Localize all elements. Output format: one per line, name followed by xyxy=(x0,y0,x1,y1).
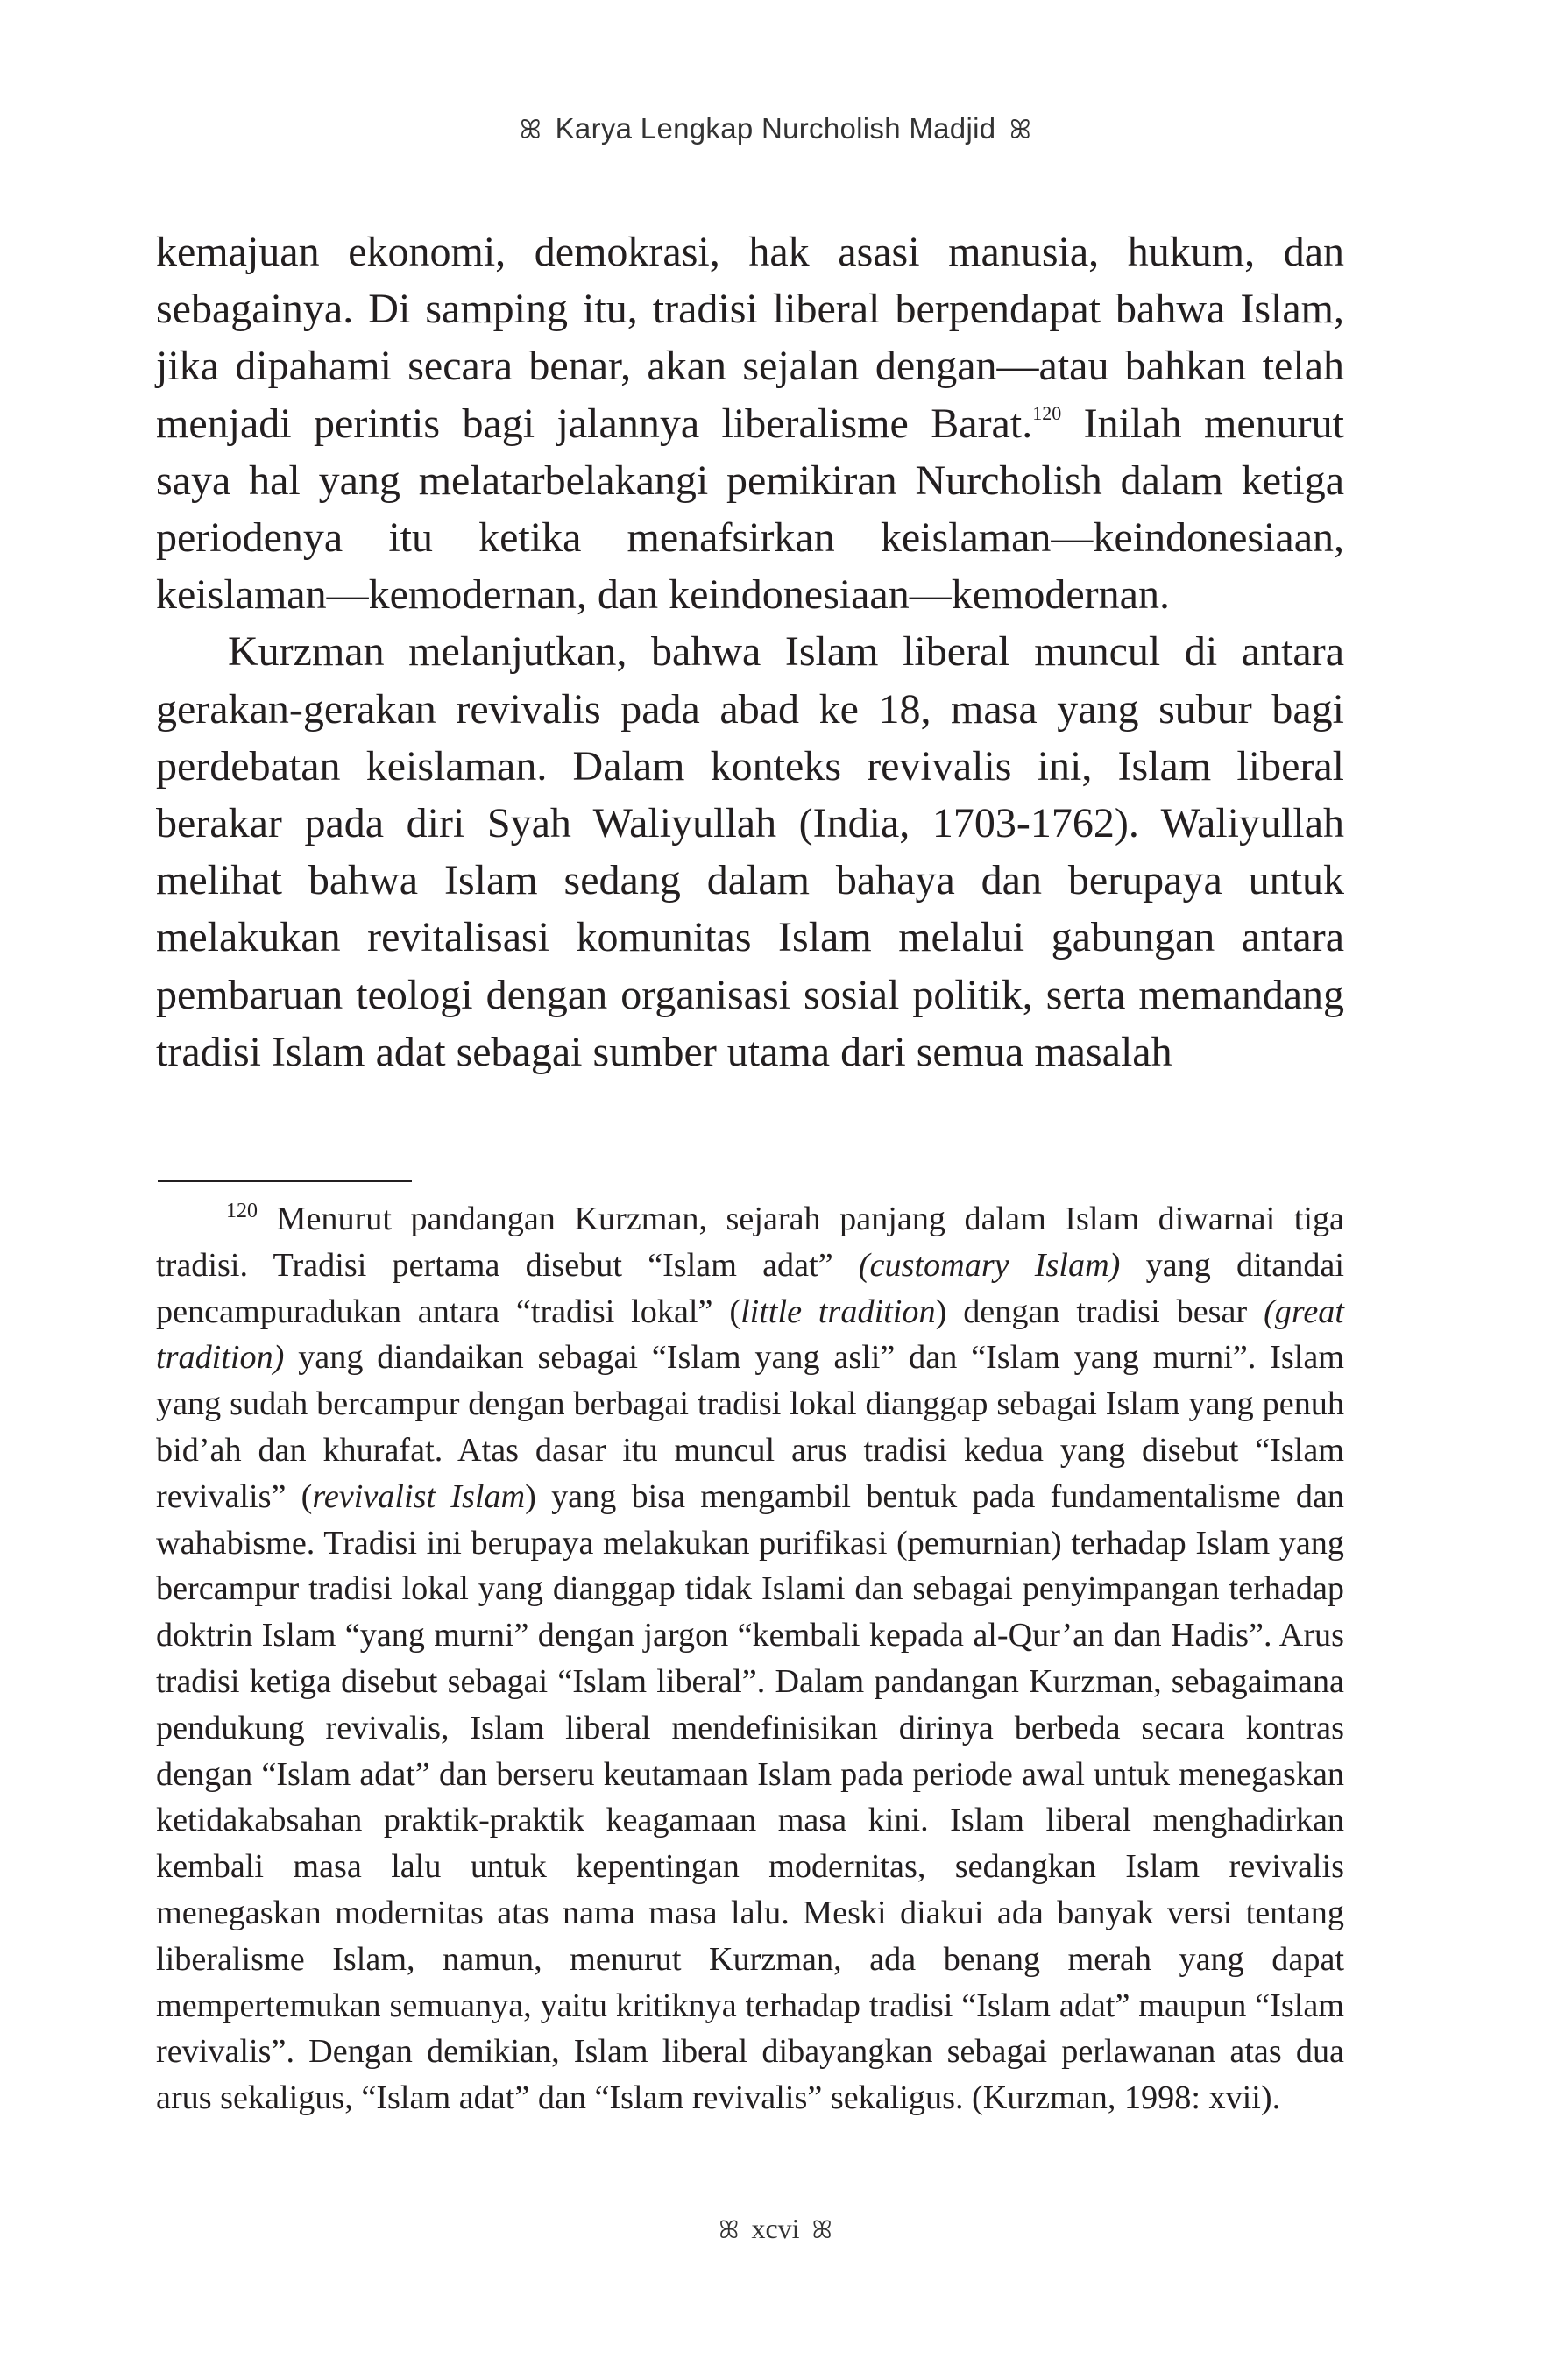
footnote-italic-4: revivalist Islam xyxy=(312,1477,526,1515)
footnote-120 xyxy=(156,1196,1344,2121)
footnote-divider xyxy=(158,1180,412,1182)
footnote-text-3: ) dengan tradisi besar xyxy=(935,1293,1264,1330)
main-text xyxy=(156,223,1344,1080)
footnote-text-4: yang diandaikan sebagai “Islam yang asli” dan “Islam yang murni”. Islam yang sudah bercampur dengan berbagai tradisi lokal dianggap sebagai Islam yang penuh bid’ah dan khurafat. Atas dasar itu muncul arus tradisi kedua yang disebut “Islam revivalis” ( xyxy=(156,1339,1344,1515)
footnote-italic-1: (customary Islam) xyxy=(858,1246,1121,1284)
page-footer xyxy=(0,2213,1551,2245)
footnote-text-1: Menurut pandangan Kurzman, sejarah panjang dalam Islam diwarnai tiga tradisi. Tradisi pertama disebut “Islam adat” xyxy=(156,1201,1344,1284)
paragraph-1-text-a: kemajuan ekonomi, demokrasi, hak asasi manusia, hukum, dan sebagainya. Di samping itu, tradisi liberal berpendapat bahwa Islam, jika dipahami secara benar, akan sejalan dengan—atau bahkan telah menjadi perintis bagi jalannya liberalisme Barat. xyxy=(156,229,1344,447)
footer-ornament-left-icon: ꕤ xyxy=(719,2217,740,2244)
running-header xyxy=(0,112,1551,145)
footnote-paragraph xyxy=(156,1196,1344,2121)
page-number: xcvi xyxy=(751,2213,800,2244)
footnote-italic-2: little tradition xyxy=(740,1293,936,1330)
paragraph-1 xyxy=(156,223,1344,623)
footnote-number: 120 xyxy=(226,1200,258,1222)
footnote-text-2: yang ditandai pencampuradukan antara “tradisi lokal” ( xyxy=(156,1246,1344,1330)
paragraph-1-text-b: Inilah menurut saya hal yang melatarbelakangi pemikiran Nurcholish dalam ketiga periodenya itu ketika menafsirkan keislaman—keindonesiaan, keislaman—kemodernan, dan keindonesiaan—kemodernan. xyxy=(156,400,1344,619)
ornament-right-icon: ꕤ xyxy=(1009,116,1032,145)
ornament-left-icon: ꕤ xyxy=(519,116,542,145)
paragraph-2: Kurzman melanjutkan, bahwa Islam liberal muncul di antara gerakan-gerakan revivalis pada abad ke 18, masa yang subur bagi perdebatan keislaman. Dalam konteks revivalis ini, Islam liberal berakar pada diri Syah Waliyullah (India, 1703-1762). Waliyullah melihat bahwa Islam sedang dalam bahaya dan berupaya untuk melakukan revitalisasi komunitas Islam melalui gabungan antara pembaruan teologi dengan organisasi sosial politik, serta memandang tradisi Islam adat sebagai sumber utama dari semua masalah xyxy=(156,628,1344,1075)
footnote-reference-120[interactable]: 120 xyxy=(1032,401,1062,424)
footer-ornament-right-icon: ꕤ xyxy=(811,2217,832,2244)
book-title: Karya Lengkap Nurcholish Madjid xyxy=(555,112,996,145)
footnote-italic-3: (great tradition) xyxy=(156,1293,1344,1377)
footnote-text-5: ) yang bisa mengambil bentuk pada fundamentalisme dan wahabisme. Tradisi ini berupaya melakukan purifikasi (pemurnian) terhadap Islam yang bercampur tradisi lokal yang dianggap tidak Islami dan sebagai penyimpangan terhadap doktrin Islam “yang murni” dengan jargon “kembali kepada al-Qur’an dan Hadis”. Arus tradisi ketiga disebut sebagai “Islam liberal”. Dalam pandangan Kurzman, sebagaimana pendukung revivalis, Islam liberal mendefinisikan dirinya berbeda secara kontras dengan “Islam adat” dan berseru keutamaan Islam pada periode awal untuk menegaskan ketidakabsahan praktik-praktik keagamaan masa kini. Islam liberal menghadirkan kembali masa lalu untuk kepentingan modernitas, sedangkan Islam revivalis menegaskan modernitas atas nama masa lalu. Meski diakui ada banyak versi tentang liberalisme Islam, namun, menurut Kurzman, ada benang merah yang dapat mempertemukan semuanya, yaitu kritiknya terhadap tradisi “Islam adat” maupun “Islam revivalis”. Dengan demikian, Islam liberal dibayangkan sebagai perlawanan atas dua arus sekaligus, “Islam adat” dan “Islam revivalis” sekaligus. (Kurzman, 1998: xvii). xyxy=(156,1477,1344,2117)
